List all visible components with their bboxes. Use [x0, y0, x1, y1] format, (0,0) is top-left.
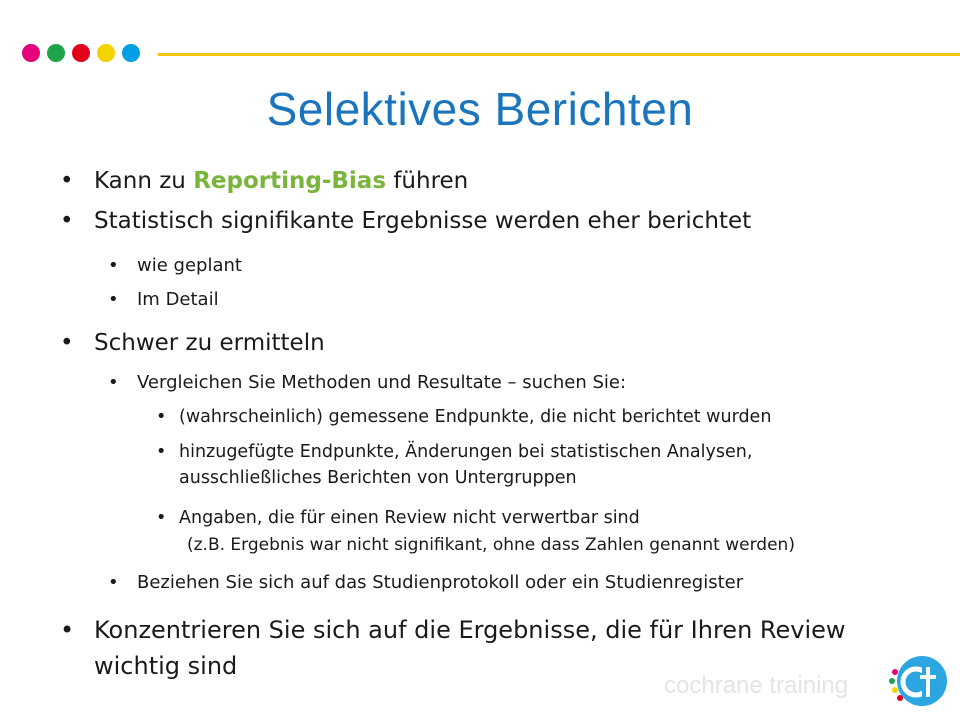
bullet-text: Vergleichen Sie Methoden und Resultate – suchen Sie: — [137, 372, 627, 393]
dot-blue — [122, 44, 140, 62]
text-part: Kann zu — [94, 168, 194, 194]
bullet-text-line-1: hinzugefügte Endpunkte, Änderungen bei statistischen Analysen, — [179, 442, 753, 462]
bullet-mark: • — [156, 508, 167, 528]
bullet-text: Im Detail — [137, 289, 219, 310]
bullet-text: wie geplant — [137, 255, 242, 276]
bullet-mark: • — [60, 330, 74, 356]
bullet-mark: • — [60, 616, 75, 644]
bullet-text-line-2: (z.B. Ergebnis war nicht signifikant, ohne dass Zahlen genannt werden) — [187, 535, 795, 555]
bullet-text-line-2: ausschließliches Berichten von Untergruppen — [179, 468, 577, 488]
bullet-mark: • — [108, 372, 119, 393]
bullet-mark: • — [108, 572, 119, 593]
bullet-text: Statistisch signifikante Ergebnisse werden eher berichtet — [94, 208, 752, 234]
bullet-text-line-1: Konzentrieren Sie sich auf die Ergebnisse, die für Ihren Review — [94, 616, 846, 644]
dot-yellow — [97, 44, 115, 62]
brand-text: cochrane training — [664, 672, 849, 699]
bullet-mark: • — [60, 208, 74, 234]
bullet-mark: • — [60, 168, 74, 194]
color-dots — [22, 44, 140, 62]
bullet-mark: • — [156, 442, 167, 462]
bullet-text — [94, 168, 468, 194]
header-line — [158, 53, 960, 56]
bullet-mark: • — [156, 407, 167, 427]
reporting-bias-term: Reporting-Bias — [193, 168, 387, 194]
bullet-mark: • — [108, 289, 119, 310]
slide-title: Selektives Berichten — [266, 83, 694, 135]
bullet-text-line-2: wichtig sind — [94, 652, 238, 680]
bullet-text: (wahrscheinlich) gemessene Endpunkte, die nicht berichtet wurden — [179, 407, 772, 427]
dot-green — [47, 44, 65, 62]
dot-red — [72, 44, 90, 62]
text-part: führen — [386, 168, 469, 194]
dot-magenta — [22, 44, 40, 62]
bullet-mark: • — [108, 255, 119, 276]
bullet-text: Schwer zu ermitteln — [94, 330, 325, 356]
bullet-text-line-1: Angaben, die für einen Review nicht verwertbar sind — [179, 508, 640, 528]
cochrane-training-logo-icon — [886, 648, 948, 710]
bullet-text: Beziehen Sie sich auf das Studienprotokoll oder ein Studienregister — [137, 572, 744, 593]
